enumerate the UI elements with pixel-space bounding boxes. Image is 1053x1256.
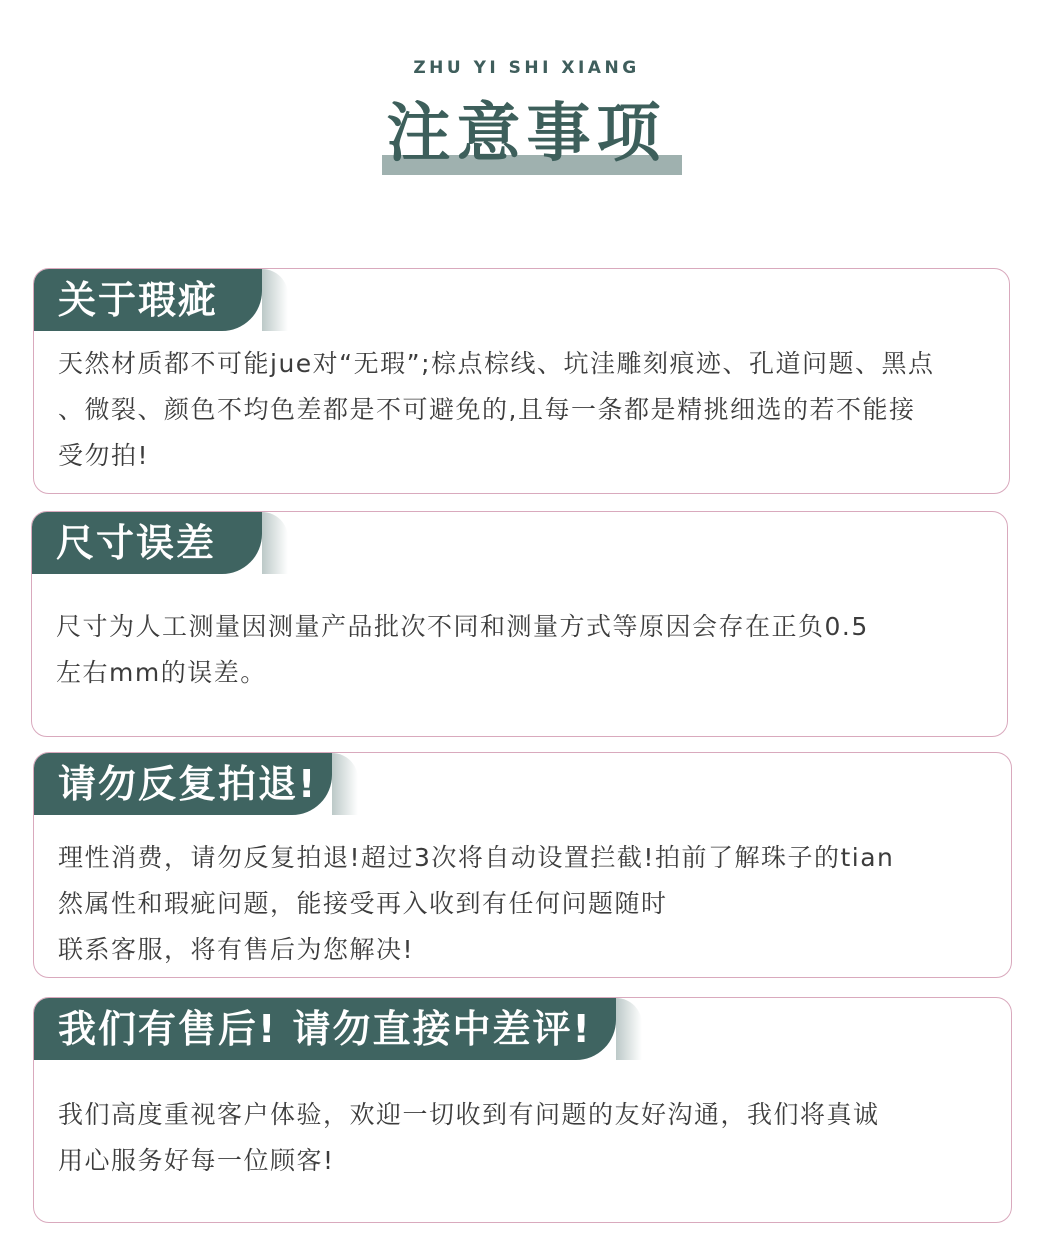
notice-card-size	[31, 511, 1008, 737]
card-text-line: 联系客服，将有售后为您解决!	[58, 935, 415, 964]
notice-card-returns	[33, 752, 1012, 978]
page-title: 注意事项	[386, 97, 667, 171]
card-text-line: 尺寸为人工测量因测量产品批次不同和测量方式等原因会存在正负0.5	[56, 612, 869, 641]
card-text-line: 我们高度重视客户体验，欢迎一切收到有问题的友好沟通，我们将真诚	[58, 1100, 880, 1129]
card-heading-after-sales: 我们有售后! 请勿直接中差评!	[34, 998, 616, 1060]
card-text-line: 然属性和瑕疵问题，能接受再入收到有任何问题随时	[58, 889, 668, 918]
card-text-line: 、微裂、颜色不均色差都是不可避免的,且每一条都是精挑细选的若不能接	[58, 395, 916, 424]
card-heading-size: 尺寸误差	[32, 512, 262, 574]
notice-card-flaws	[33, 268, 1010, 494]
page-subtitle: ZHU YI SHI XIANG	[413, 58, 640, 78]
card-text-line: 用心服务好每一位顾客!	[58, 1146, 335, 1175]
card-text-line: 左右mm的误差。	[56, 658, 267, 687]
card-body-size	[56, 604, 987, 696]
card-heading-flaws: 关于瑕疵	[34, 269, 262, 331]
card-heading-returns: 请勿反复拍退!	[34, 753, 332, 815]
card-text-line: 受勿拍!	[58, 441, 150, 470]
page-header	[0, 0, 1053, 200]
notice-card-after-sales	[33, 997, 1012, 1223]
card-body-after-sales	[58, 1092, 991, 1184]
card-text-line: 理性消费，请勿反复拍退!超过3次将自动设置拦截!拍前了解珠子的tian	[58, 843, 895, 872]
card-body-flaws	[58, 341, 989, 479]
card-body-returns	[58, 835, 991, 973]
card-text-line: 天然材质都不可能jue对“无瑕”;棕点棕线、坑洼雕刻痕迹、孔道问题、黑点	[58, 349, 935, 378]
